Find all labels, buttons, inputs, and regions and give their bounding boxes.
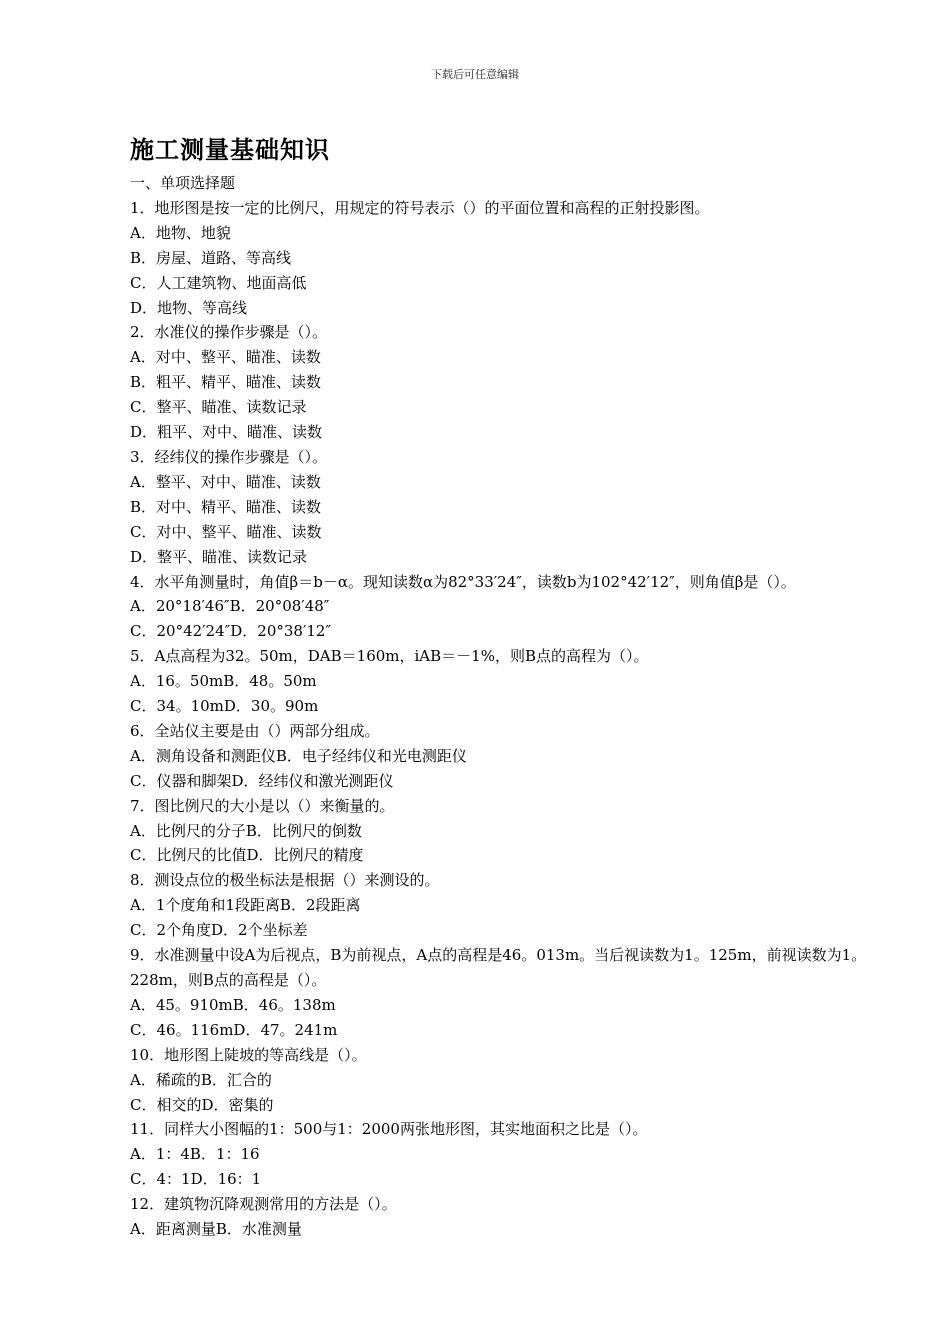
answer-option: C．2个角度D．2个坐标差 bbox=[130, 921, 308, 940]
answer-option: A．整平、对中、瞄准、读数 bbox=[130, 472, 321, 491]
answer-option: A．比例尺的分子B．比例尺的倒数 bbox=[130, 821, 362, 840]
question-text: 5．A点高程为32。50m，DAB＝160m，iAB＝－1%，则B点的高程为（）。 bbox=[130, 647, 649, 666]
section-heading: 一、单项选择题 bbox=[130, 174, 236, 192]
answer-option: A．测角设备和测距仪B．电子经纬仪和光电测距仪 bbox=[130, 746, 467, 765]
question-text: 11．同样大小图幅的1：500与1：2000两张地形图，其实地面积之比是（）。 bbox=[130, 1120, 648, 1139]
answer-option: A．地物、地貌 bbox=[130, 223, 231, 242]
document-body bbox=[130, 171, 895, 1242]
answer-option: C．34。10mD．30。90m bbox=[130, 697, 319, 716]
answer-option: B．房屋、道路、等高线 bbox=[130, 248, 292, 267]
answer-option: C．人工建筑物、地面高低 bbox=[130, 273, 307, 292]
answer-option: A．1个度角和1段距离B．2段距离 bbox=[130, 896, 361, 915]
question-text: 1．地形图是按一定的比例尺，用规定的符号表示（）的平面位置和高程的正射投影图。 bbox=[130, 198, 710, 217]
question-text: 2．水准仪的操作步骤是（）。 bbox=[130, 323, 328, 342]
answer-option: C．对中、整平、瞄准、读数 bbox=[130, 522, 322, 541]
question-text: 3．经纬仪的操作步骤是（）。 bbox=[130, 447, 328, 466]
answer-option: C．仪器和脚架D．经纬仪和激光测距仪 bbox=[130, 771, 394, 790]
question-text: 8．测设点位的极坐标法是根据（）来测设的。 bbox=[130, 871, 440, 890]
answer-option: A．对中、整平、瞄准、读数 bbox=[130, 348, 321, 367]
answer-option: C．相交的D．密集的 bbox=[130, 1095, 274, 1114]
answer-option: A．45。910mB．46。138m bbox=[130, 995, 336, 1014]
answer-option: A．16。50mB．48。50m bbox=[130, 672, 317, 691]
answer-option: A．20°18′46″B．20°08′48″ bbox=[130, 597, 330, 616]
question-text: 6．全站仪主要是由（）两部分组成。 bbox=[130, 721, 380, 740]
answer-option: C．整平、瞄准、读数记录 bbox=[130, 398, 307, 417]
question-text: 7．图比例尺的大小是以（）来衡量的。 bbox=[130, 796, 395, 815]
answer-option: A．1：4B．1：16 bbox=[130, 1145, 260, 1164]
answer-option: B．对中、精平、瞄准、读数 bbox=[130, 497, 322, 516]
page-header: 下载后可任意编辑 bbox=[431, 68, 519, 81]
answer-option: C．20°42′24″D．20°38′12″ bbox=[130, 622, 332, 641]
answer-option: D．地物、等高线 bbox=[130, 298, 248, 317]
answer-option: C．4：1D．16：1 bbox=[130, 1170, 262, 1189]
document-title: 施工测量基础知识 bbox=[130, 135, 330, 164]
question-text: 4．水平角测量时，角值β＝b－α。现知读数α为82°33′24″，读数b为102°42′12″，则角值β是（）。 bbox=[130, 572, 796, 591]
question-text: 10．地形图上陡坡的等高线是（）。 bbox=[130, 1045, 367, 1064]
question-text: 9．水准测量中设A为后视点，B为前视点，A点的高程是46。013m。当后视读数为1。125m，前视读数为1。228m，则B点的高程是（）。 bbox=[130, 946, 867, 989]
answer-option: D．粗平、对中、瞄准、读数 bbox=[130, 423, 323, 442]
answer-option: C．46。116mD．47。241m bbox=[130, 1020, 338, 1039]
answer-option: C．比例尺的比值D．比例尺的精度 bbox=[130, 846, 364, 865]
answer-option: D．整平、瞄准、读数记录 bbox=[130, 547, 308, 566]
question-text: 12．建筑物沉降观测常用的方法是（）。 bbox=[130, 1195, 397, 1214]
answer-option: B．粗平、精平、瞄准、读数 bbox=[130, 373, 322, 392]
answer-option: A．稀疏的B．汇合的 bbox=[130, 1070, 272, 1089]
answer-option: A．距离测量B．水准测量 bbox=[130, 1220, 302, 1239]
